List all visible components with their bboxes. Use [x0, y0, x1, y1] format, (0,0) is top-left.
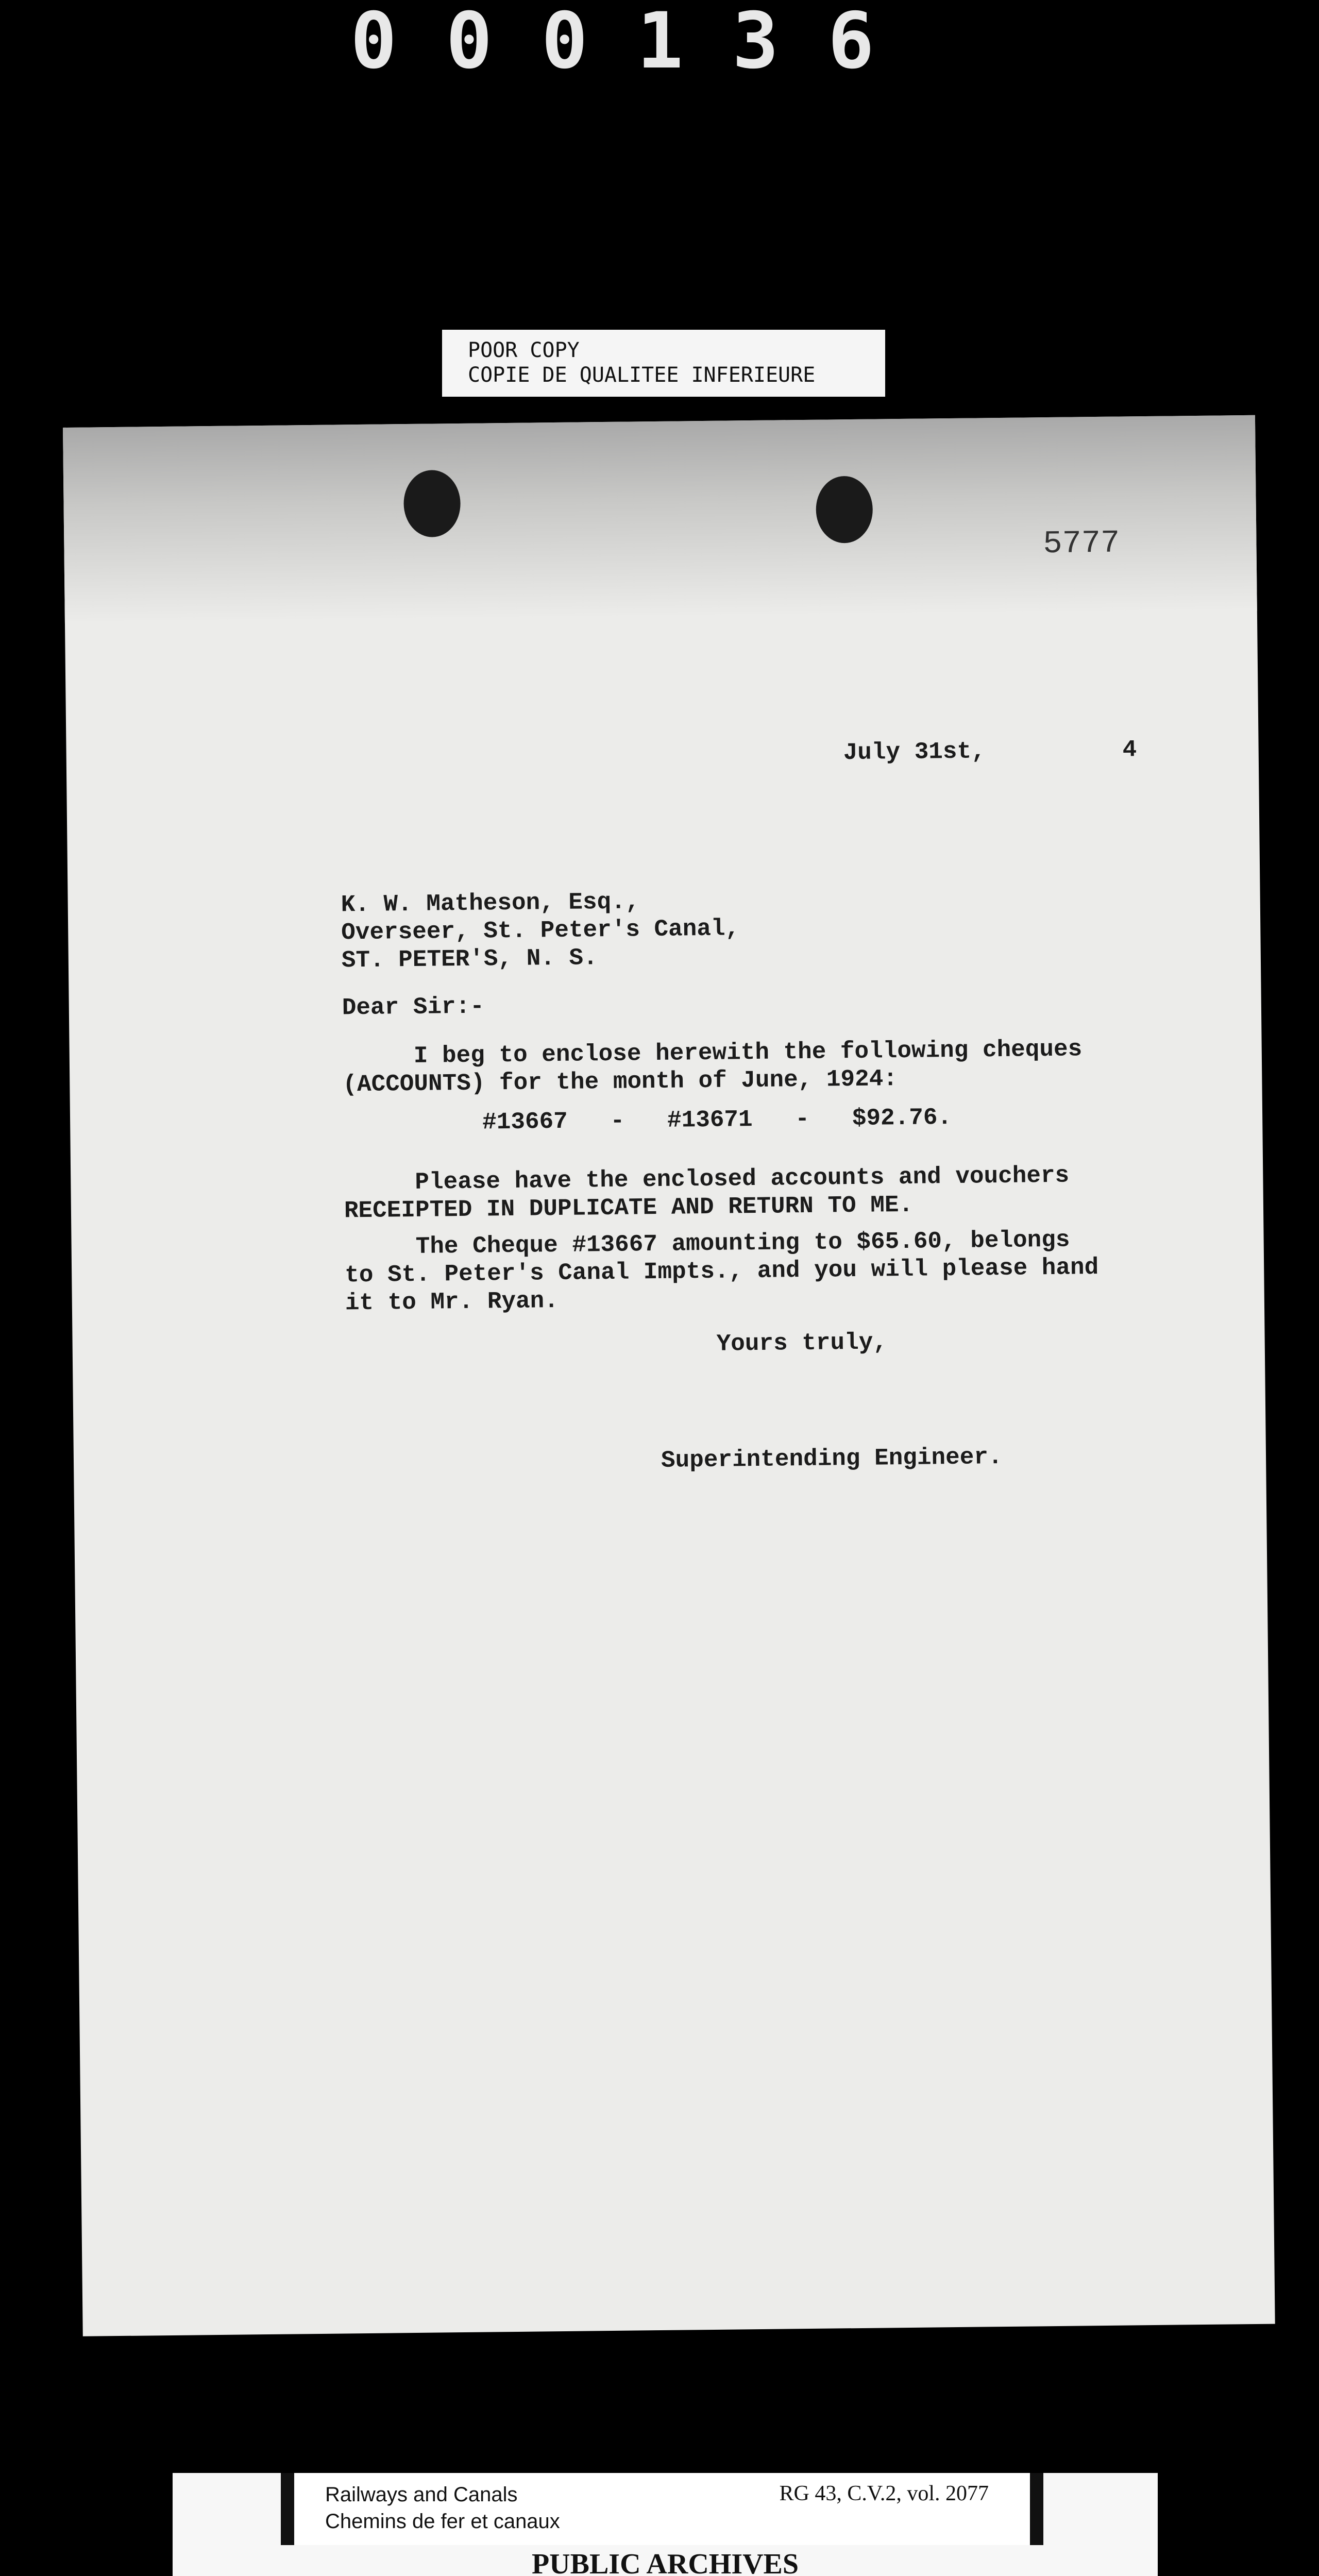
letter-page: [63, 415, 1275, 2336]
archives-name: [173, 2549, 1158, 2576]
address-line: K. W. Matheson, Esq.,: [341, 888, 640, 919]
archive-label-header: [281, 2473, 1043, 2545]
notice-line-en: POOR COPY: [468, 338, 580, 362]
poor-copy-notice: [442, 330, 885, 397]
department: [325, 2481, 560, 2535]
punch-hole-right: [816, 476, 873, 544]
department-en: Railways and Canals: [325, 2483, 518, 2506]
address-line: Overseer, St. Peter's Canal,: [341, 915, 740, 946]
department-fr: Chemins de fer et canaux: [325, 2510, 560, 2533]
closing: Yours truly,: [716, 1329, 888, 1358]
salutation: Dear Sir:-: [342, 993, 485, 1022]
frame-number: 000136: [350, 0, 923, 86]
paragraph-1: [343, 1035, 1083, 1098]
paragraph-3: [344, 1226, 1099, 1317]
paragraph-line: it to Mr. Ryan.: [345, 1287, 559, 1317]
archives-en: PUBLIC ARCHIVES: [531, 2548, 799, 2576]
paragraph-line: The Cheque #13667 amounting to $65.60, belongs: [415, 1226, 1070, 1260]
paragraph-line: (ACCOUNTS) for the month of June, 1924:: [343, 1065, 898, 1098]
archive-label: [173, 2473, 1158, 2576]
paragraph-line: Please have the enclosed accounts and vouchers: [415, 1162, 1070, 1196]
letter-date-suffix: 4: [1122, 736, 1137, 764]
paragraph-line: RECEIPTED IN DUPLICATE AND RETURN TO ME.: [344, 1191, 914, 1225]
page-number: 5777: [1043, 524, 1120, 563]
cheque-list: #13667 - #13671 - $92.76.: [482, 1104, 952, 1136]
signature-title: Superintending Engineer.: [661, 1444, 1003, 1474]
punch-hole-left: [403, 470, 461, 537]
archive-reference: RG 43, C.V.2, vol. 2077: [779, 2482, 989, 2505]
notice-line-fr: COPIE DE QUALITEE INFERIEURE: [468, 363, 816, 387]
recipient-address: [341, 887, 740, 974]
paragraph-2: [344, 1162, 1070, 1225]
paragraph-line: I beg to enclose herewith the following cheques: [413, 1036, 1083, 1070]
address-line: ST. PETER'S, N. S.: [341, 944, 598, 974]
letter-date: July 31st,: [843, 738, 986, 767]
paragraph-line: to St. Peter's Canal Impts., and you will please hand: [344, 1254, 1099, 1289]
fold-shadow: [63, 415, 1257, 623]
